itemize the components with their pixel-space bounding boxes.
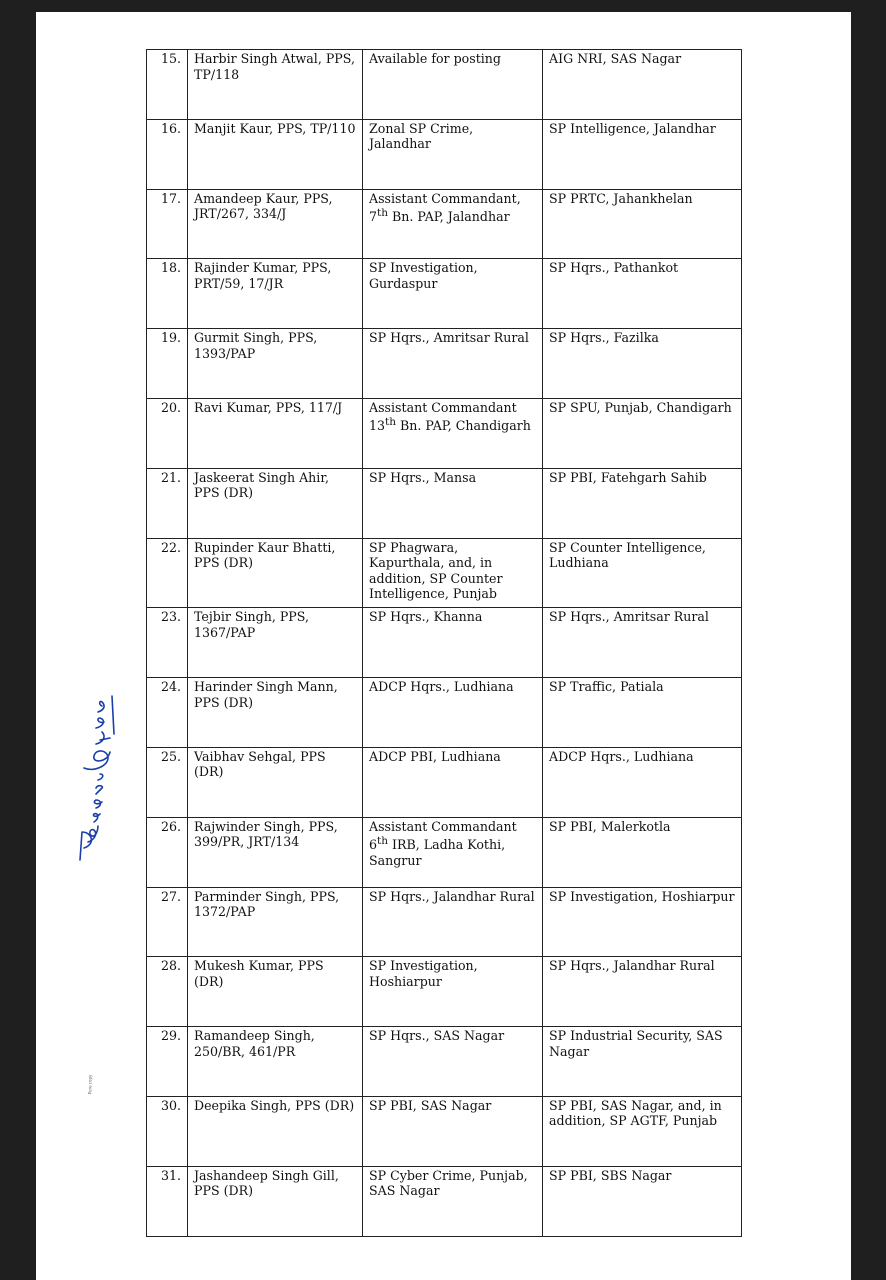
ordinal-suffix: th (377, 835, 388, 848)
table-row (147, 119, 742, 189)
table-row (147, 1027, 742, 1097)
serial-number: 27. (147, 887, 188, 957)
current-posting (363, 398, 543, 468)
new-posting: SP PBI, SBS Nagar (543, 1166, 742, 1236)
handwritten-signature (74, 682, 124, 862)
officer-name: Manjit Kaur, PPS, TP/110 (188, 119, 363, 189)
serial-number: 22. (147, 538, 188, 608)
officer-name: Gurmit Singh, PPS, 1393/PAP (188, 329, 363, 399)
serial-number: 16. (147, 119, 188, 189)
current-posting: SP Hqrs., Amritsar Rural (363, 329, 543, 399)
side-mark: Pure copy (87, 1074, 93, 1095)
officer-name: Rajwinder Singh, PPS, 399/PR, JRT/134 (188, 817, 363, 887)
table-row (147, 957, 742, 1027)
serial-number: 25. (147, 747, 188, 817)
officer-name: Deepika Singh, PPS (DR) (188, 1096, 363, 1166)
current-posting: SP Hqrs., SAS Nagar (363, 1027, 543, 1097)
current-posting (363, 817, 543, 887)
officer-name: Ramandeep Singh, 250/BR, 461/PR (188, 1027, 363, 1097)
posting-text: Assistant Commandant 6 (369, 818, 517, 853)
serial-number: 29. (147, 1027, 188, 1097)
serial-number: 30. (147, 1096, 188, 1166)
current-posting: SP Investigation, Hoshiarpur (363, 957, 543, 1027)
ordinal-suffix: th (377, 207, 388, 220)
officer-name: Vaibhav Sehgal, PPS (DR) (188, 747, 363, 817)
serial-number: 21. (147, 468, 188, 538)
table-row (147, 1096, 742, 1166)
officer-name: Jashandeep Singh Gill, PPS (DR) (188, 1166, 363, 1236)
new-posting: SP Counter Intelligence, Ludhiana (543, 538, 742, 608)
current-posting: Zonal SP Crime, Jalandhar (363, 119, 543, 189)
officer-name: Ravi Kumar, PPS, 117/J (188, 398, 363, 468)
current-posting: SP Hqrs., Mansa (363, 468, 543, 538)
table-row (147, 678, 742, 748)
current-posting: SP Phagwara, Kapurthala, and, in addition, SP Counter Intelligence, Punjab (363, 538, 543, 608)
serial-number: 28. (147, 957, 188, 1027)
table-row (147, 189, 742, 259)
table-row (147, 1166, 742, 1236)
table-row (147, 259, 742, 329)
new-posting: SP Hqrs., Jalandhar Rural (543, 957, 742, 1027)
new-posting: SP PBI, SAS Nagar, and, in addition, SP AGTF, Punjab (543, 1096, 742, 1166)
new-posting: AIG NRI, SAS Nagar (543, 50, 742, 120)
current-posting: Available for posting (363, 50, 543, 120)
current-posting: SP Hqrs., Jalandhar Rural (363, 887, 543, 957)
current-posting: SP Cyber Crime, Punjab, SAS Nagar (363, 1166, 543, 1236)
table-row (147, 887, 742, 957)
new-posting: ADCP Hqrs., Ludhiana (543, 747, 742, 817)
serial-number: 19. (147, 329, 188, 399)
current-posting: SP Investigation, Gurdaspur (363, 259, 543, 329)
serial-number: 23. (147, 608, 188, 678)
officer-name: Parminder Singh, PPS, 1372/PAP (188, 887, 363, 957)
serial-number: 20. (147, 398, 188, 468)
table-row (147, 468, 742, 538)
officer-name: Harbir Singh Atwal, PPS, TP/118 (188, 50, 363, 120)
table-row (147, 608, 742, 678)
serial-number: 31. (147, 1166, 188, 1236)
current-posting: SP PBI, SAS Nagar (363, 1096, 543, 1166)
new-posting: SP PBI, Malerkotla (543, 817, 742, 887)
current-posting: ADCP Hqrs., Ludhiana (363, 678, 543, 748)
posting-text: Assistant Commandant, 7 (369, 190, 521, 225)
officer-name: Amandeep Kaur, PPS, JRT/267, 334/J (188, 189, 363, 259)
officer-name: Mukesh Kumar, PPS (DR) (188, 957, 363, 1027)
serial-number: 26. (147, 817, 188, 887)
posting-text: IRB, Ladha Kothi, Sangrur (369, 837, 506, 868)
current-posting: SP Hqrs., Khanna (363, 608, 543, 678)
new-posting: SP Traffic, Patiala (543, 678, 742, 748)
current-posting: ADCP PBI, Ludhiana (363, 747, 543, 817)
new-posting: SP Industrial Security, SAS Nagar (543, 1027, 742, 1097)
new-posting: SP Hqrs., Pathankot (543, 259, 742, 329)
new-posting: SP PRTC, Jahankhelan (543, 189, 742, 259)
new-posting: SP Hqrs., Amritsar Rural (543, 608, 742, 678)
officer-name: Harinder Singh Mann, PPS (DR) (188, 678, 363, 748)
document-page (36, 12, 851, 1280)
officer-name: Rupinder Kaur Bhatti, PPS (DR) (188, 538, 363, 608)
ordinal-suffix: th (385, 416, 397, 429)
officer-name: Jaskeerat Singh Ahir, PPS (DR) (188, 468, 363, 538)
table-row (147, 398, 742, 468)
table-row (147, 538, 742, 608)
serial-number: 24. (147, 678, 188, 748)
transfer-table (146, 49, 742, 1237)
officer-name: Rajinder Kumar, PPS, PRT/59, 17/JR (188, 259, 363, 329)
table-row (147, 329, 742, 399)
new-posting: SP Hqrs., Fazilka (543, 329, 742, 399)
table-row (147, 817, 742, 887)
new-posting: SP SPU, Punjab, Chandigarh (543, 398, 742, 468)
new-posting: SP Investigation, Hoshiarpur (543, 887, 742, 957)
posting-text: Bn. PAP, Jalandhar (388, 209, 510, 225)
current-posting (363, 189, 543, 259)
table-row (147, 747, 742, 817)
serial-number: 17. (147, 189, 188, 259)
officer-name: Tejbir Singh, PPS, 1367/PAP (188, 608, 363, 678)
serial-number: 18. (147, 259, 188, 329)
serial-number: 15. (147, 50, 188, 120)
new-posting: SP Intelligence, Jalandhar (543, 119, 742, 189)
posting-text: Assistant Commandant 13 (369, 399, 517, 434)
posting-text: Bn. PAP, Chandigarh (396, 418, 531, 434)
new-posting: SP PBI, Fatehgarh Sahib (543, 468, 742, 538)
table-row (147, 50, 742, 120)
